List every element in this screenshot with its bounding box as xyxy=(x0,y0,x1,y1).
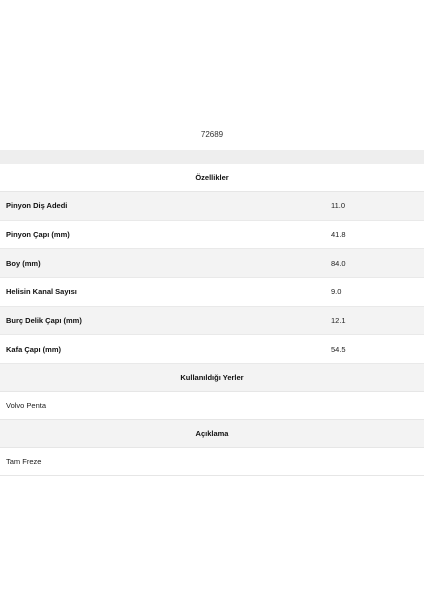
spec-value: 9.0 xyxy=(331,287,342,297)
spec-label: Boy (mm) xyxy=(6,258,41,268)
spec-value: 84.0 xyxy=(331,258,346,268)
spec-value: 41.8 xyxy=(331,230,346,240)
spec-row-pinion-teeth xyxy=(0,192,424,221)
product-code: 72689 xyxy=(200,130,224,139)
spec-row-pinion-diameter xyxy=(0,221,424,250)
usage-section-title: Kullanıldığı Yerler xyxy=(0,364,424,392)
spec-row-length xyxy=(0,249,424,278)
specs-section-title: Özellikler xyxy=(0,164,424,192)
separator-band xyxy=(0,150,424,164)
spec-value: 12.1 xyxy=(331,316,346,326)
spec-label: Helisin Kanal Sayısı xyxy=(6,287,77,297)
spec-label: Burç Delik Çapı (mm) xyxy=(6,316,82,326)
spec-row-helix-channels xyxy=(0,278,424,307)
spec-row-bushing-bore xyxy=(0,307,424,336)
description-section-title: Açıklama xyxy=(0,420,424,448)
spec-label: Kafa Çapı (mm) xyxy=(6,344,62,354)
description-text: Tam Freze xyxy=(0,448,424,476)
spec-label: Pinyon Diş Adedi xyxy=(6,201,68,211)
spec-value: 11.0 xyxy=(331,201,346,211)
spec-label: Pinyon Çapı (mm) xyxy=(6,230,70,240)
spec-value: 54.5 xyxy=(331,344,346,354)
spec-sheet xyxy=(0,150,424,476)
usage-text: Volvo Penta xyxy=(0,392,424,420)
spec-row-head-diameter xyxy=(0,335,424,364)
